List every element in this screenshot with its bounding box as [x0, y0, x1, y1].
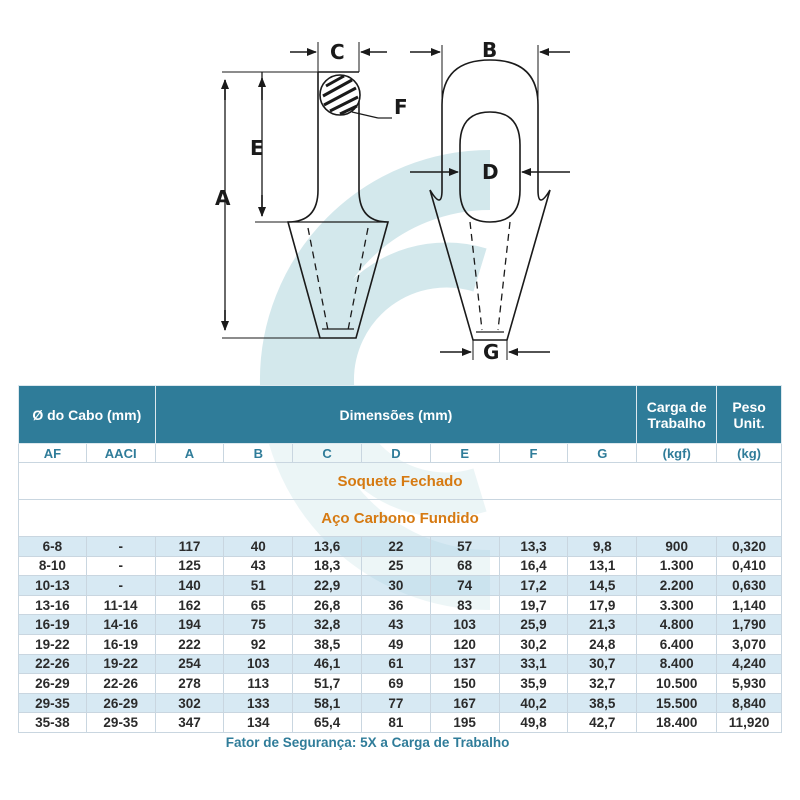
- table-cell: 8,840: [717, 693, 782, 713]
- table-cell: 35-38: [19, 713, 87, 733]
- table-cell: -: [86, 537, 155, 557]
- table-cell: 18,3: [293, 556, 362, 576]
- table-cell: 25: [361, 556, 430, 576]
- table-cell: 19,7: [499, 595, 568, 615]
- label-g: G: [483, 340, 500, 364]
- table-cell: 5,930: [717, 674, 782, 694]
- table-row: [19, 576, 782, 596]
- subheader-cell: (kg): [717, 444, 782, 463]
- table-cell: 24,8: [568, 634, 637, 654]
- table-cell: 137: [430, 654, 499, 674]
- table-cell: 14-16: [86, 615, 155, 635]
- table-cell: 167: [430, 693, 499, 713]
- header-dimensions: Dimensões (mm): [155, 386, 637, 444]
- label-f: F: [394, 95, 408, 119]
- table-cell: 22: [361, 537, 430, 557]
- table-cell: 51,7: [293, 674, 362, 694]
- table-cell: 8.400: [637, 654, 717, 674]
- label-c: C: [330, 40, 345, 64]
- front-view-body: [430, 60, 550, 340]
- table-cell: 15.500: [637, 693, 717, 713]
- label-d: D: [482, 160, 499, 184]
- table-cell: 57: [430, 537, 499, 557]
- table-cell: 36: [361, 595, 430, 615]
- table-cell: 17,9: [568, 595, 637, 615]
- table-cell: 29-35: [86, 713, 155, 733]
- table-cell: 38,5: [568, 693, 637, 713]
- table-cell: 77: [361, 693, 430, 713]
- safety-factor-note: Fator de Segurança: 5X a Carga de Trabalho: [19, 732, 717, 753]
- subheader-cell: AF: [19, 444, 87, 463]
- specification-table: [18, 385, 782, 753]
- table-cell: 74: [430, 576, 499, 596]
- table-cell: 43: [224, 556, 293, 576]
- table-row: [19, 713, 782, 733]
- table-cell: 117: [155, 537, 224, 557]
- table-cell: 22-26: [86, 674, 155, 694]
- subheader-cell: A: [155, 444, 224, 463]
- table-cell: 18.400: [637, 713, 717, 733]
- table-cell: 14,5: [568, 576, 637, 596]
- table-cell: 61: [361, 654, 430, 674]
- table-cell: 43: [361, 615, 430, 635]
- label-e: E: [250, 136, 264, 160]
- table-row: [19, 674, 782, 694]
- table-cell: 13,6: [293, 537, 362, 557]
- table-row: [19, 693, 782, 713]
- table-cell: 9,8: [568, 537, 637, 557]
- table-row: [19, 556, 782, 576]
- table-cell: 10-13: [19, 576, 87, 596]
- table-cell: -: [86, 556, 155, 576]
- subheader-cell: AACI: [86, 444, 155, 463]
- table-cell: 194: [155, 615, 224, 635]
- table-cell: 13,3: [499, 537, 568, 557]
- table-cell: 32,8: [293, 615, 362, 635]
- label-a: A: [215, 186, 231, 210]
- table-cell: 2.200: [637, 576, 717, 596]
- table-cell: 103: [224, 654, 293, 674]
- table-cell: 16-19: [19, 615, 87, 635]
- table-cell: 6-8: [19, 537, 87, 557]
- table-cell: 40,2: [499, 693, 568, 713]
- table-cell: 8-10: [19, 556, 87, 576]
- table-cell: 347: [155, 713, 224, 733]
- table-cell: 49,8: [499, 713, 568, 733]
- table-cell: 30,2: [499, 634, 568, 654]
- subheader-cell: F: [499, 444, 568, 463]
- label-b: B: [482, 38, 498, 62]
- table-cell: 51: [224, 576, 293, 596]
- table-cell: 65,4: [293, 713, 362, 733]
- table-cell: 16,4: [499, 556, 568, 576]
- table-cell: 49: [361, 634, 430, 654]
- header-cable-diameter: Ø do Cabo (mm): [19, 386, 156, 444]
- table-cell: 125: [155, 556, 224, 576]
- table-cell: 16-19: [86, 634, 155, 654]
- table-cell: 13,1: [568, 556, 637, 576]
- table-cell: 140: [155, 576, 224, 596]
- table-cell: 13-16: [19, 595, 87, 615]
- table-cell: 10.500: [637, 674, 717, 694]
- table-cell: 65: [224, 595, 293, 615]
- table-cell: 254: [155, 654, 224, 674]
- table-cell: -: [86, 576, 155, 596]
- table-cell: 1,790: [717, 615, 782, 635]
- table-cell: 26-29: [86, 693, 155, 713]
- table-cell: 22-26: [19, 654, 87, 674]
- table-cell: 3.300: [637, 595, 717, 615]
- table-cell: 21,3: [568, 615, 637, 635]
- table-cell: 30: [361, 576, 430, 596]
- table-cell: 26-29: [19, 674, 87, 694]
- table-cell: 81: [361, 713, 430, 733]
- table-cell: 113: [224, 674, 293, 694]
- subheader-cell: B: [224, 444, 293, 463]
- table-cell: 30,7: [568, 654, 637, 674]
- table-cell: 29-35: [19, 693, 87, 713]
- table-cell: 46,1: [293, 654, 362, 674]
- table-cell: 25,9: [499, 615, 568, 635]
- table-cell: 11,920: [717, 713, 782, 733]
- subheader-cell: D: [361, 444, 430, 463]
- table-cell: 150: [430, 674, 499, 694]
- table-cell: 103: [430, 615, 499, 635]
- table-cell: 35,9: [499, 674, 568, 694]
- table-cell: 0,410: [717, 556, 782, 576]
- table-row: [19, 654, 782, 674]
- table-cell: 278: [155, 674, 224, 694]
- table-cell: 32,7: [568, 674, 637, 694]
- table-cell: 33,1: [499, 654, 568, 674]
- subheader-cell: E: [430, 444, 499, 463]
- subheader-cell: (kgf): [637, 444, 717, 463]
- table-subtitle: Aço Carbono Fundido: [19, 500, 782, 537]
- table-cell: 38,5: [293, 634, 362, 654]
- table-cell: 17,2: [499, 576, 568, 596]
- table-row: [19, 615, 782, 635]
- table-cell: 302: [155, 693, 224, 713]
- subheader-cell: C: [293, 444, 362, 463]
- socket-technical-drawing: [0, 0, 800, 380]
- table-cell: 42,7: [568, 713, 637, 733]
- table-cell: 69: [361, 674, 430, 694]
- table-cell: 19-22: [86, 654, 155, 674]
- table-cell: 133: [224, 693, 293, 713]
- table-cell: 68: [430, 556, 499, 576]
- header-working-load: Carga de Trabalho: [637, 386, 717, 444]
- table-cell: 120: [430, 634, 499, 654]
- table-cell: 900: [637, 537, 717, 557]
- table-row: [19, 595, 782, 615]
- table-cell: 11-14: [86, 595, 155, 615]
- table-cell: 19-22: [19, 634, 87, 654]
- table-cell: 222: [155, 634, 224, 654]
- table-cell: 162: [155, 595, 224, 615]
- table-cell: 26,8: [293, 595, 362, 615]
- table-cell: 6.400: [637, 634, 717, 654]
- table-title: Soquete Fechado: [19, 463, 782, 500]
- table-cell: 58,1: [293, 693, 362, 713]
- table-row: [19, 537, 782, 557]
- table-cell: 83: [430, 595, 499, 615]
- table-cell: 75: [224, 615, 293, 635]
- subheader-cell: G: [568, 444, 637, 463]
- table-cell: 134: [224, 713, 293, 733]
- table-cell: 4,240: [717, 654, 782, 674]
- table-cell: 92: [224, 634, 293, 654]
- table-cell: 1.300: [637, 556, 717, 576]
- table-cell: 1,140: [717, 595, 782, 615]
- table-cell: 0,320: [717, 537, 782, 557]
- header-unit-weight: Peso Unit.: [717, 386, 782, 444]
- table-row: [19, 634, 782, 654]
- table-cell: 0,630: [717, 576, 782, 596]
- table-cell: 4.800: [637, 615, 717, 635]
- table-cell: 22,9: [293, 576, 362, 596]
- table-cell: 195: [430, 713, 499, 733]
- table-cell: 3,070: [717, 634, 782, 654]
- table-cell: 40: [224, 537, 293, 557]
